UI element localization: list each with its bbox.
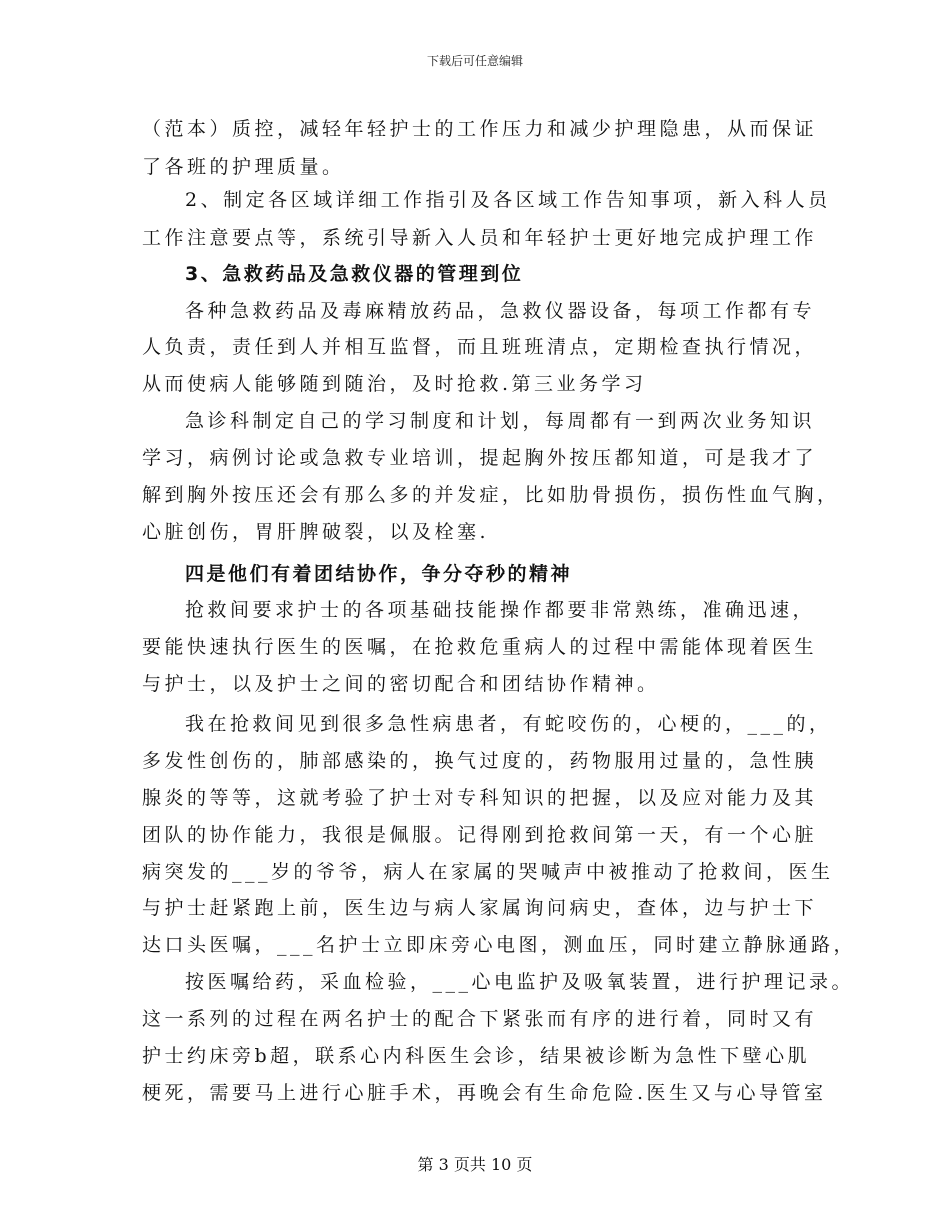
body-line: 2、制定各区域详细工作指引及各区域工作告知事项，新入科人员 xyxy=(185,189,831,211)
body-line: 与护士赶紧跑上前，医生边与病人家属询问病史，查体，边与护士下 xyxy=(142,897,818,919)
body-line: 抢救间要求护士的各项基础技能操作都要非常熟练，准确迅速， xyxy=(185,599,816,621)
body-line: 工作注意要点等，系统引导新入人员和年轻护士更好地完成护理工作 xyxy=(142,227,818,249)
body-line: 病突发的___岁的爷爷，病人在家属的哭喊声中被推动了抢救间，医生 xyxy=(142,861,834,883)
body-line: 了各班的护理质量。 xyxy=(142,156,345,178)
body-line: 多发性创伤的，肺部感染的，换气过度的，药物服用过量的，急性胰 xyxy=(142,750,818,772)
body-line: 从而使病人能够随到随治，及时抢救.第三业务学习 xyxy=(142,373,647,395)
body-line: 这一系列的过程在两名护士的配合下紧张而有序的进行着，同时又有 xyxy=(142,1008,818,1030)
body-line: 梗死，需要马上进行心脏手术，再晚会有生命危险.医生又与心导管室 xyxy=(142,1082,827,1104)
body-line: 护士约床旁b超，联系心内科医生会诊，结果被诊断为急性下壁心肌 xyxy=(142,1045,811,1067)
body-line: 达口头医嘱，___名护士立即床旁心电图，测血压，同时建立静脉通路， xyxy=(142,934,857,956)
body-line: 腺炎的等等，这就考验了护士对专科知识的把握，以及应对能力及其 xyxy=(142,787,818,809)
body-line: 与护士，以及护士之间的密切配合和团结协作精神。 xyxy=(142,673,660,695)
body-line: 各种急救药品及毒麻精放药品，急救仪器设备，每项工作都有专 xyxy=(185,300,816,322)
section-heading: 四是他们有着团结协作，争分夺秒的精神 xyxy=(185,563,573,585)
body-line: 学习，病例讨论或急救专业培训，提起胸外按压都知道，可是我才了 xyxy=(142,447,818,469)
body-line: 急诊科制定自己的学习制度和计划，每周都有一到两次业务知识 xyxy=(185,410,816,432)
body-line: 按医嘱给药，采血检验，___心电监护及吸氧装置，进行护理记录。 xyxy=(185,971,855,993)
body-line: 要能快速执行医生的医嘱，在抢救危重病人的过程中需能体现着医生 xyxy=(142,636,818,658)
body-line: 团队的协作能力，我很是佩服。记得刚到抢救间第一天，有一个心脏 xyxy=(142,824,818,846)
body-line: （范本）质控，减轻年轻护士的工作压力和减少护理隐患，从而保证 xyxy=(142,118,818,140)
page-footer: 第 3 页共 10 页 xyxy=(417,1155,533,1174)
body-line: 我在抢救间见到很多急性病患者，有蛇咬伤的，心梗的，___的， xyxy=(185,713,832,735)
page-header: 下载后可任意编辑 xyxy=(426,54,523,68)
section-heading: 3、急救药品及急救仪器的管理到位 xyxy=(185,263,524,285)
body-line: 解到胸外按压还会有那么多的并发症，比如肋骨损伤，损伤性血气胸， xyxy=(142,484,840,506)
body-line: 人负责，责任到人并相互监督，而且班班清点，定期检查执行情况， xyxy=(142,336,818,358)
body-line: 心脏创伤，胃肝脾破裂，以及栓塞. xyxy=(142,521,490,543)
